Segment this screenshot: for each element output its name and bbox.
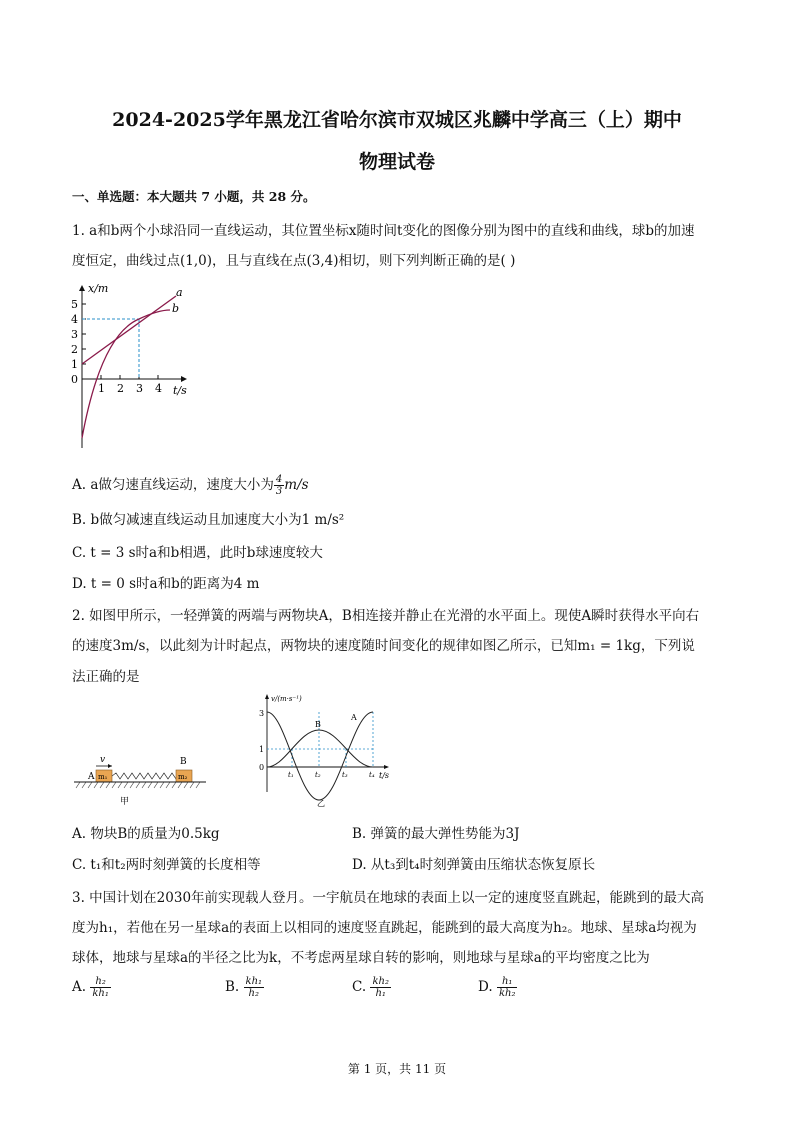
q2-figure-yi-velocity-graph [255, 692, 400, 812]
x-tick-label: 2 [117, 382, 124, 395]
y-tick-label: 1 [259, 745, 265, 754]
q3-option-b: B. $\frac{\text{kh₁}}{\text{h₂}}$ [225, 976, 263, 999]
x-tick-label: t₁ [288, 771, 294, 779]
x-tick-label: t₃ [342, 771, 348, 779]
q1-text-line1: 1. a和b两个小球沿同一直线运动，其位置坐标x随时间t变化的图像分别为图中的直线和曲线，球b的加速 [72, 223, 695, 239]
y-tick-label: 3 [259, 709, 265, 718]
velocity-label: v [100, 755, 106, 765]
ground-hatching [76, 782, 200, 788]
q1-option-c: C. t = 3 s时a和b相遇，此时b球速度较大 [72, 545, 323, 561]
q1-option-a: A. a做匀速直线运动，速度大小为 $\frac{4}{3}$ m/s [72, 474, 309, 497]
line-a [82, 296, 176, 364]
x-tick-label: 4 [155, 382, 162, 395]
q1-position-time-graph [60, 280, 200, 455]
label-b: b [172, 302, 180, 315]
figure-caption-yi: 乙 [317, 799, 325, 808]
svg-text:m₂: m₂ [178, 773, 188, 781]
q2-option-c: C. t₁和t₂两时刻弹簧的长度相等 [72, 857, 261, 873]
q2-figure-jia [72, 752, 212, 810]
q1-option-b: B. b做匀减速直线运动且加速度大小为1 m/s² [72, 512, 345, 528]
q2-option-a: A. 物块B的质量为0.5kg [72, 826, 220, 842]
q2-text-line2: 的速度3m/s，以此刻为计时起点，两物块的速度随时间变化的规律如图乙所示，已知m₁ = 1kg，下列说 [72, 638, 695, 654]
q2-option-d: D. 从t₃到t₄时刻弹簧由压缩状态恢复原长 [352, 857, 596, 873]
section-heading: 一、单选题：本大题共 7 小题，共 28 分。 [72, 189, 316, 204]
page-title: 2024-2025学年黑龙江省哈尔滨市双城区兆麟中学高三（上）期中 [112, 109, 682, 131]
curve-a-label: A [351, 713, 357, 722]
svg-text:m₁: m₁ [98, 773, 108, 781]
q3-text-line2: 度为h₁，若他在另一星球a的表面上以相同的速度竖直跳起，能跳到的最大高度为h₂。地球、星球a均视为 [72, 920, 697, 936]
q3-option-a: A. $\frac{\text{h₂}}{\text{kh₁}}$ [72, 976, 109, 999]
block-b-label: B [180, 757, 187, 767]
q3-option-d: D. $\frac{\text{h₁}}{\text{kh₂}}$ [478, 976, 516, 999]
block-a-label: A [88, 772, 95, 782]
y-tick-label: 5 [71, 298, 78, 311]
q2-text-line1: 2. 如图甲所示，一轻弹簧的两端与两物块A，B相连接并静止在光滑的水平面上。现使A瞬时获得水平向右 [72, 608, 700, 624]
q2-text-line3: 法正确的是 [72, 669, 140, 685]
y-tick-label: 4 [71, 313, 78, 326]
curve-b [267, 730, 373, 767]
x-axis-label: t/s [379, 771, 390, 780]
x-tick-label: t₄ [369, 771, 375, 779]
curve-b-label: B [315, 720, 321, 729]
y-tick-label: 2 [71, 343, 78, 356]
x-tick-label: 1 [98, 382, 105, 395]
q3-text-line3: 球体，地球与星球a的半径之比为k，不考虑两星球自转的影响，则地球与星球a的平均密度之比为 [72, 950, 650, 966]
y-axis-label: x/m [88, 282, 109, 295]
label-a: a [176, 286, 183, 299]
q1-text-line2: 度恒定，曲线过点(1,0)，且与直线在点(3,4)相切，则下列判断正确的是( ) [72, 253, 516, 269]
q3-option-c: C. $\frac{\text{kh₂}}{\text{h₁}}$ [352, 976, 389, 999]
y-tick-label: 1 [71, 358, 78, 371]
q3-text-line1: 3. 中国计划在2030年前实现载人登月。一宇航员在地球的表面上以一定的速度竖直跳起，能跳到的最大高 [72, 890, 705, 906]
x-tick-label: 3 [136, 382, 143, 395]
x-axis-label: t/s [173, 384, 187, 397]
y-tick-label: 3 [71, 328, 78, 341]
page-number: 第 1 页，共 11 页 [347, 1062, 447, 1076]
y-tick-label: 0 [259, 763, 265, 772]
curve-b [82, 310, 170, 438]
y-tick-label: 0 [71, 373, 78, 386]
q1-option-d: D. t = 0 s时a和b的距离为4 m [72, 576, 260, 592]
x-tick-label: t₂ [315, 771, 321, 779]
page-subtitle: 物理试卷 [358, 151, 435, 173]
spring [112, 773, 179, 779]
figure-caption-jia: 甲 [120, 797, 130, 807]
q2-option-b: B. 弹簧的最大弹性势能为3J [352, 826, 520, 842]
y-axis-label: v/(m·s⁻¹) [271, 695, 302, 703]
